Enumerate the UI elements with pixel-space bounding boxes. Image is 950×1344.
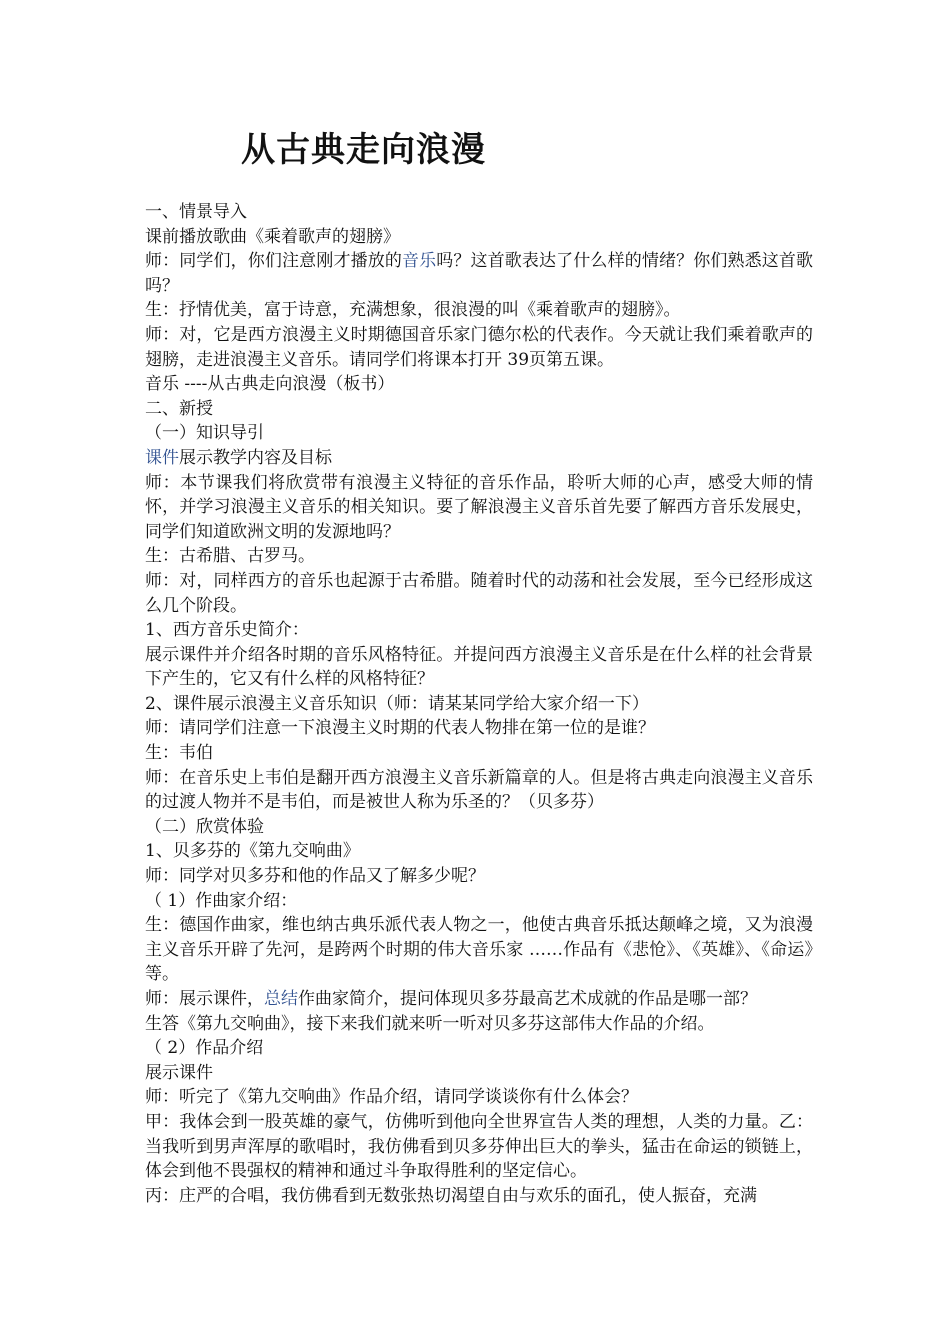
paragraph [145, 987, 813, 1012]
paragraph-text: 作曲家简介，提问体现贝多芬最高艺术成就的作品是哪一部？ [298, 989, 757, 1009]
paragraph: 师：同学对贝多芬和他的作品又了解多少呢？ [145, 866, 485, 887]
paragraph: 师：听完了《第九交响曲》作品介绍，请同学谈谈你有什么体会？ [145, 1087, 638, 1108]
paragraph: （ 1）作曲家介绍： [145, 890, 298, 911]
paragraph: 1、西方音乐史简介： [145, 620, 309, 641]
summary-link[interactable]: 总结 [264, 989, 298, 1009]
paragraph-text: 吗？这首歌表达了什么样的情绪？你们熟悉这首歌吗？ [145, 251, 814, 296]
paragraph: 生：韦伯 [145, 743, 213, 764]
paragraph: 生答《第九交响曲》，接下来我们就来听一听对贝多芬这部伟大作品的介绍。 [145, 1013, 715, 1034]
paragraph: 师：在音乐史上韦伯是翻开西方浪漫主义音乐新篇章的人。但是将古典走向浪漫主义音乐的过渡人物并不是韦伯，而是被世人称为乐圣的？（贝多芬） [145, 767, 813, 813]
music-link[interactable]: 音乐 [401, 251, 437, 272]
document-body [145, 200, 813, 1208]
paragraph [145, 446, 813, 471]
paragraph: 师：对，同样西方的音乐也起源于古希腊。随着时代的动荡和社会发展，至今已经形成这么几个阶段。 [145, 570, 813, 616]
paragraph: 1、贝多芬的《第九交响曲》 [145, 841, 360, 862]
section-heading-intro: 一、情景导入 [145, 202, 247, 222]
courseware-link[interactable]: 课件 [145, 447, 179, 468]
paragraph-text: 师：展示课件， [145, 989, 264, 1009]
paragraph: （ 2）作品介绍 [145, 1038, 264, 1059]
paragraph: 生：抒情优美，富于诗意，充满想象，很浪漫的叫《乘着歌声的翅膀》。 [145, 300, 681, 321]
paragraph: 展示课件 [145, 1062, 213, 1083]
paragraph: 2、课件展示浪漫主义音乐知识（师：请某某同学给大家介绍一下） [145, 693, 649, 714]
paragraph-text: 师：同学们，你们注意刚才播放的 [145, 251, 402, 272]
page-title: 从古典走向浪漫 [241, 130, 486, 170]
subsection-heading: （一）知识导引 [145, 423, 264, 444]
paragraph: 师：对，它是西方浪漫主义时期德国音乐家门德尔松的代表作。今天就让我们乘着歌声的翅膀，走进浪漫主义音乐。请同学们将课本打开 39页第五课。 [145, 324, 813, 370]
paragraph [145, 249, 813, 298]
paragraph: 展示课件并介绍各时期的音乐风格特征。并提问西方浪漫主义音乐是在什么样的社会背景下产生的，它又有什么样的风格特征？ [145, 644, 813, 690]
subsection-heading: （二）欣赏体验 [145, 816, 264, 837]
paragraph: 甲：我体会到一股英雄的豪气，仿佛听到他向全世界宣告人类的理想，人类的力量。乙：当我听到男声浑厚的歌唱时，我仿佛看到贝多芬伸出巨大的拳头，猛击在命运的锁链上，体会到他不畏强权的精神和通过斗争取得胜利的坚定信心。 [145, 1111, 813, 1182]
paragraph: 音乐 ----从古典走向浪漫（板书） [145, 374, 395, 395]
paragraph: 师：本节课我们将欣赏带有浪漫主义特征的音乐作品，聆听大师的心声，感受大师的情怀，并学习浪漫主义音乐的相关知识。要了解浪漫主义音乐首先要了解西方音乐发展史，同学们知道欧洲文明的发源地吗？ [145, 472, 813, 542]
paragraph: 师：请同学们注意一下浪漫主义时期的代表人物排在第一位的是谁？ [145, 718, 655, 739]
paragraph: 生：古希腊、古罗马。 [145, 546, 315, 567]
paragraph-text: 展示教学内容及目标 [179, 447, 332, 468]
paragraph: 生：德国作曲家，维也纳古典乐派代表人物之一，他使古典音乐抵达颠峰之境，又为浪漫主义音乐开辟了先河，是跨两个时期的伟大音乐家 ……作品有《悲怆》、《英雄》、《命运》等。 [145, 915, 813, 985]
paragraph: 丙：庄严的合唱，我仿佛看到无数张热切渴望自由与欢乐的面孔，使人振奋，充满 [145, 1185, 757, 1206]
section-heading-new: 二、新授 [145, 398, 213, 419]
paragraph: 课前播放歌曲《乘着歌声的翅膀》 [145, 226, 400, 247]
